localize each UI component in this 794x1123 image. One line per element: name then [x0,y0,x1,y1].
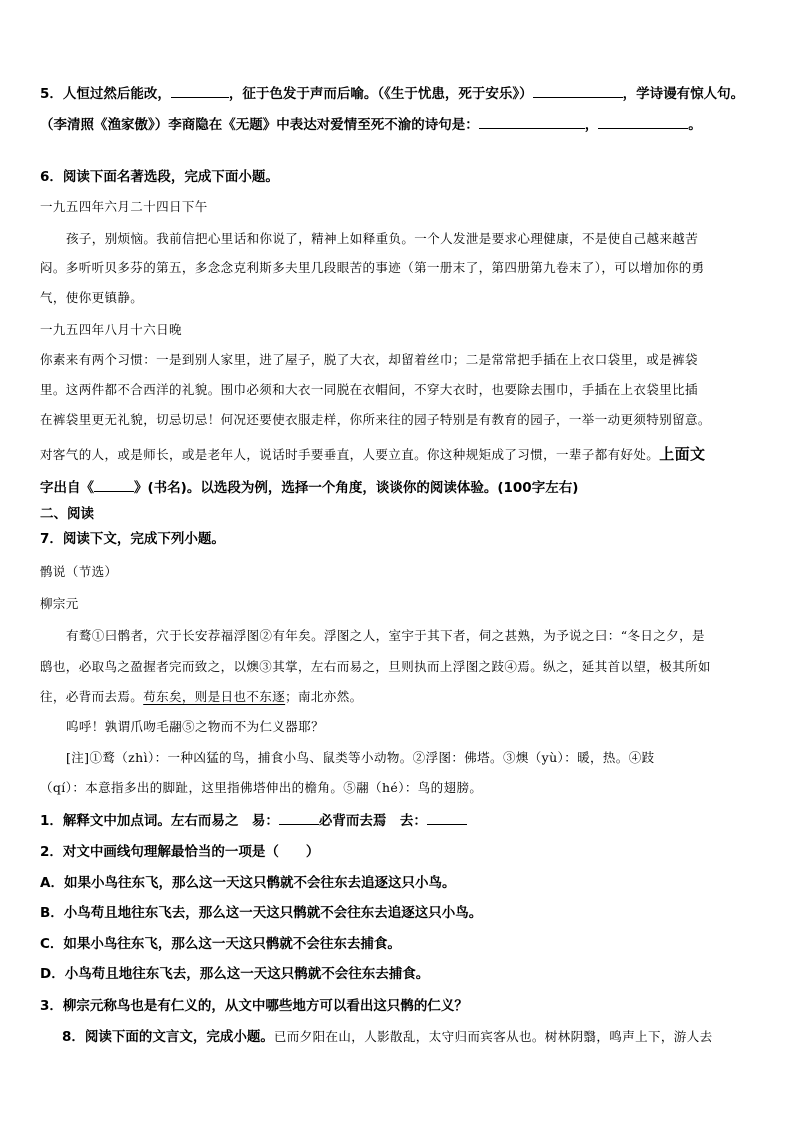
q8-passage-start: 已而夕阳在山，人影散乱，太守归而宾客从也。树林阴翳，鸣声上下，游人去 [273,1029,713,1044]
q8-title: 8．阅读下面的文言文，完成小题。 [62,1029,274,1045]
q6-title: 6．阅读下面名著选段，完成下面小题。 [40,169,279,185]
q7-p1-line-2: 鸱也，必取鸟之盈握者完而致之，以燠③其掌，左右而易之，旦则执而上浮图之跂④焉。纵之，延其首以望，极其所如 [40,659,711,674]
q6-p2-last: 对客气的人，或是师长，或是老年人，说话时手要垂直，人要立直。你这种规矩成了习惯，一辈子都有好处。 [40,447,660,462]
q5-blank-4 [598,114,688,129]
q6-task-a: 字出自《 [40,480,94,496]
q5-line1 [40,83,744,104]
q6-p2-line-4 [40,444,705,465]
q6-p1-line-1: 孩子，别烦恼。我前信把心里话和你说了，精神上如释重负。一个人发泄是要求心理健康，不是使自己越来越苦 [66,231,699,246]
q5-text-d: （李清照《渔家傲》）李商隐在《无题》中表达对爱情至死不渝的诗句是： [40,117,479,133]
sub2-question: 2．对文中画线句理解最恰当的一项是（ ） [40,844,320,860]
q8-intro [62,1027,713,1048]
q7-p1-line-3-c: ；南北亦然。 [285,689,363,704]
q7-p1-line-1: 有鹜①曰鹘者，穴于长安荐福浮图②有年矣。浮图之人，室宇于其下者，伺之甚熟，为予说之曰：“冬日之夕，是 [66,628,705,643]
q6-p2-tail: 上面文 [659,445,706,463]
q5-text-b: ，征于色发于声而后喻。（《生于忧患，死于安乐》） [228,86,533,102]
q6-p1-line-3: 气，使你更镇静。 [40,290,144,305]
q6-task-b: 》(书名)。以选段为例，选择一个角度，谈谈你的阅读体验。(100字左右) [134,480,579,496]
q5-text-c: ，学诗谩有惊人句。 [622,86,745,102]
q6-book-blank [94,477,134,492]
q6-date-2: 一九五四年八月十六日晚 [40,322,182,337]
q7-title: 7．阅读下文，完成下列小题。 [40,531,225,547]
q6-p2-line-2: 里。这两件都不合西洋的礼貌。围巾必须和大衣一同脱在衣帽间，不穿大衣时，也要除去围巾，手插在上衣袋里比插 [40,382,698,397]
sub1-blank-1 [279,810,319,825]
sub1-question [40,810,467,831]
q7-p1-line-3 [40,687,363,707]
q6-date-1: 一九五四年六月二十四日下午 [40,199,208,214]
q7-note-line-2: （qí）：本意指多出的脚趾，这里指佛塔伸出的檐角。⑤翮（hé）：鸟的翅膀。 [40,780,483,795]
q5-text-f: 。 [688,117,702,133]
sub2-option-b: B．小鸟苟且地往东飞去，那么这一天这只鹘就不会往东去追逐这只小鸟。 [40,905,483,921]
q7-p2: 呜呼！孰谓爪吻毛翮⑤之物而不为仁义器耶？ [66,719,325,734]
q5-blank-3 [479,114,585,129]
q5-text-a: 5．人恒过然后能改， [40,86,171,102]
q5-line2 [40,114,702,135]
q7-p1-line-3-a: 往，必背而去焉。 [40,689,144,704]
sub3-question: 3．柳宗元称鸟也是有仁义的，从文中哪些地方可以看出这只鹘的仁义？ [40,998,468,1014]
q7-underlined-sentence: 苟东矣，则是日也不东逐 [143,689,286,704]
sub2-option-c: C．如果小鸟往东飞，那么这一天这只鹘就不会往东去捕食。 [40,936,401,952]
section-2-heading: 二、阅读 [40,506,94,522]
q6-p2-line-3: 在裤袋里更无礼貌，切忌切忌！何况还要使衣服走样，你所来往的园子特别是有教育的园子，一举一动更须特别留意。 [40,412,711,427]
q5-text-e: ， [584,117,599,133]
sub2-option-a: A．如果小鸟往东飞，那么这一天这只鹘就不会往东去追逐这只小鸟。 [40,875,456,891]
sub1-text-b: 必背而去焉 去： [318,813,427,829]
sub2-option-d: D．小鸟苟且地往东飞去，那么这一天这只鹘就不会往东去捕食。 [40,966,430,982]
q6-p2-line-1: 你素来有两个习惯：一是到别人家里，进了屋子，脱了大衣，却留着丝巾；二是常常把手插在上衣口袋里，或是裤袋 [40,352,698,367]
sub1-text-a: 1．解释文中加点词。左右而易之 易： [40,813,279,829]
q5-blank-1 [171,83,229,98]
q5-blank-2 [533,83,623,98]
q7-passage-title: 鹘说（节选） [40,564,118,579]
q6-task [40,477,578,498]
q7-note-line-1: [注]①鹜（zhì）：一种凶猛的鸟，捕食小鸟、鼠类等小动物。②浮图：佛塔。③燠（yù）：暖，热。④跂 [66,750,655,765]
q7-author: 柳宗元 [40,596,79,611]
q6-p1-line-2: 闷。多听听贝多芬的第五，多念念克利斯多夫里几段眼苦的事迹（第一册末了，第四册第九卷末了），可以增加你的勇 [40,260,705,275]
sub1-blank-2 [427,810,467,825]
